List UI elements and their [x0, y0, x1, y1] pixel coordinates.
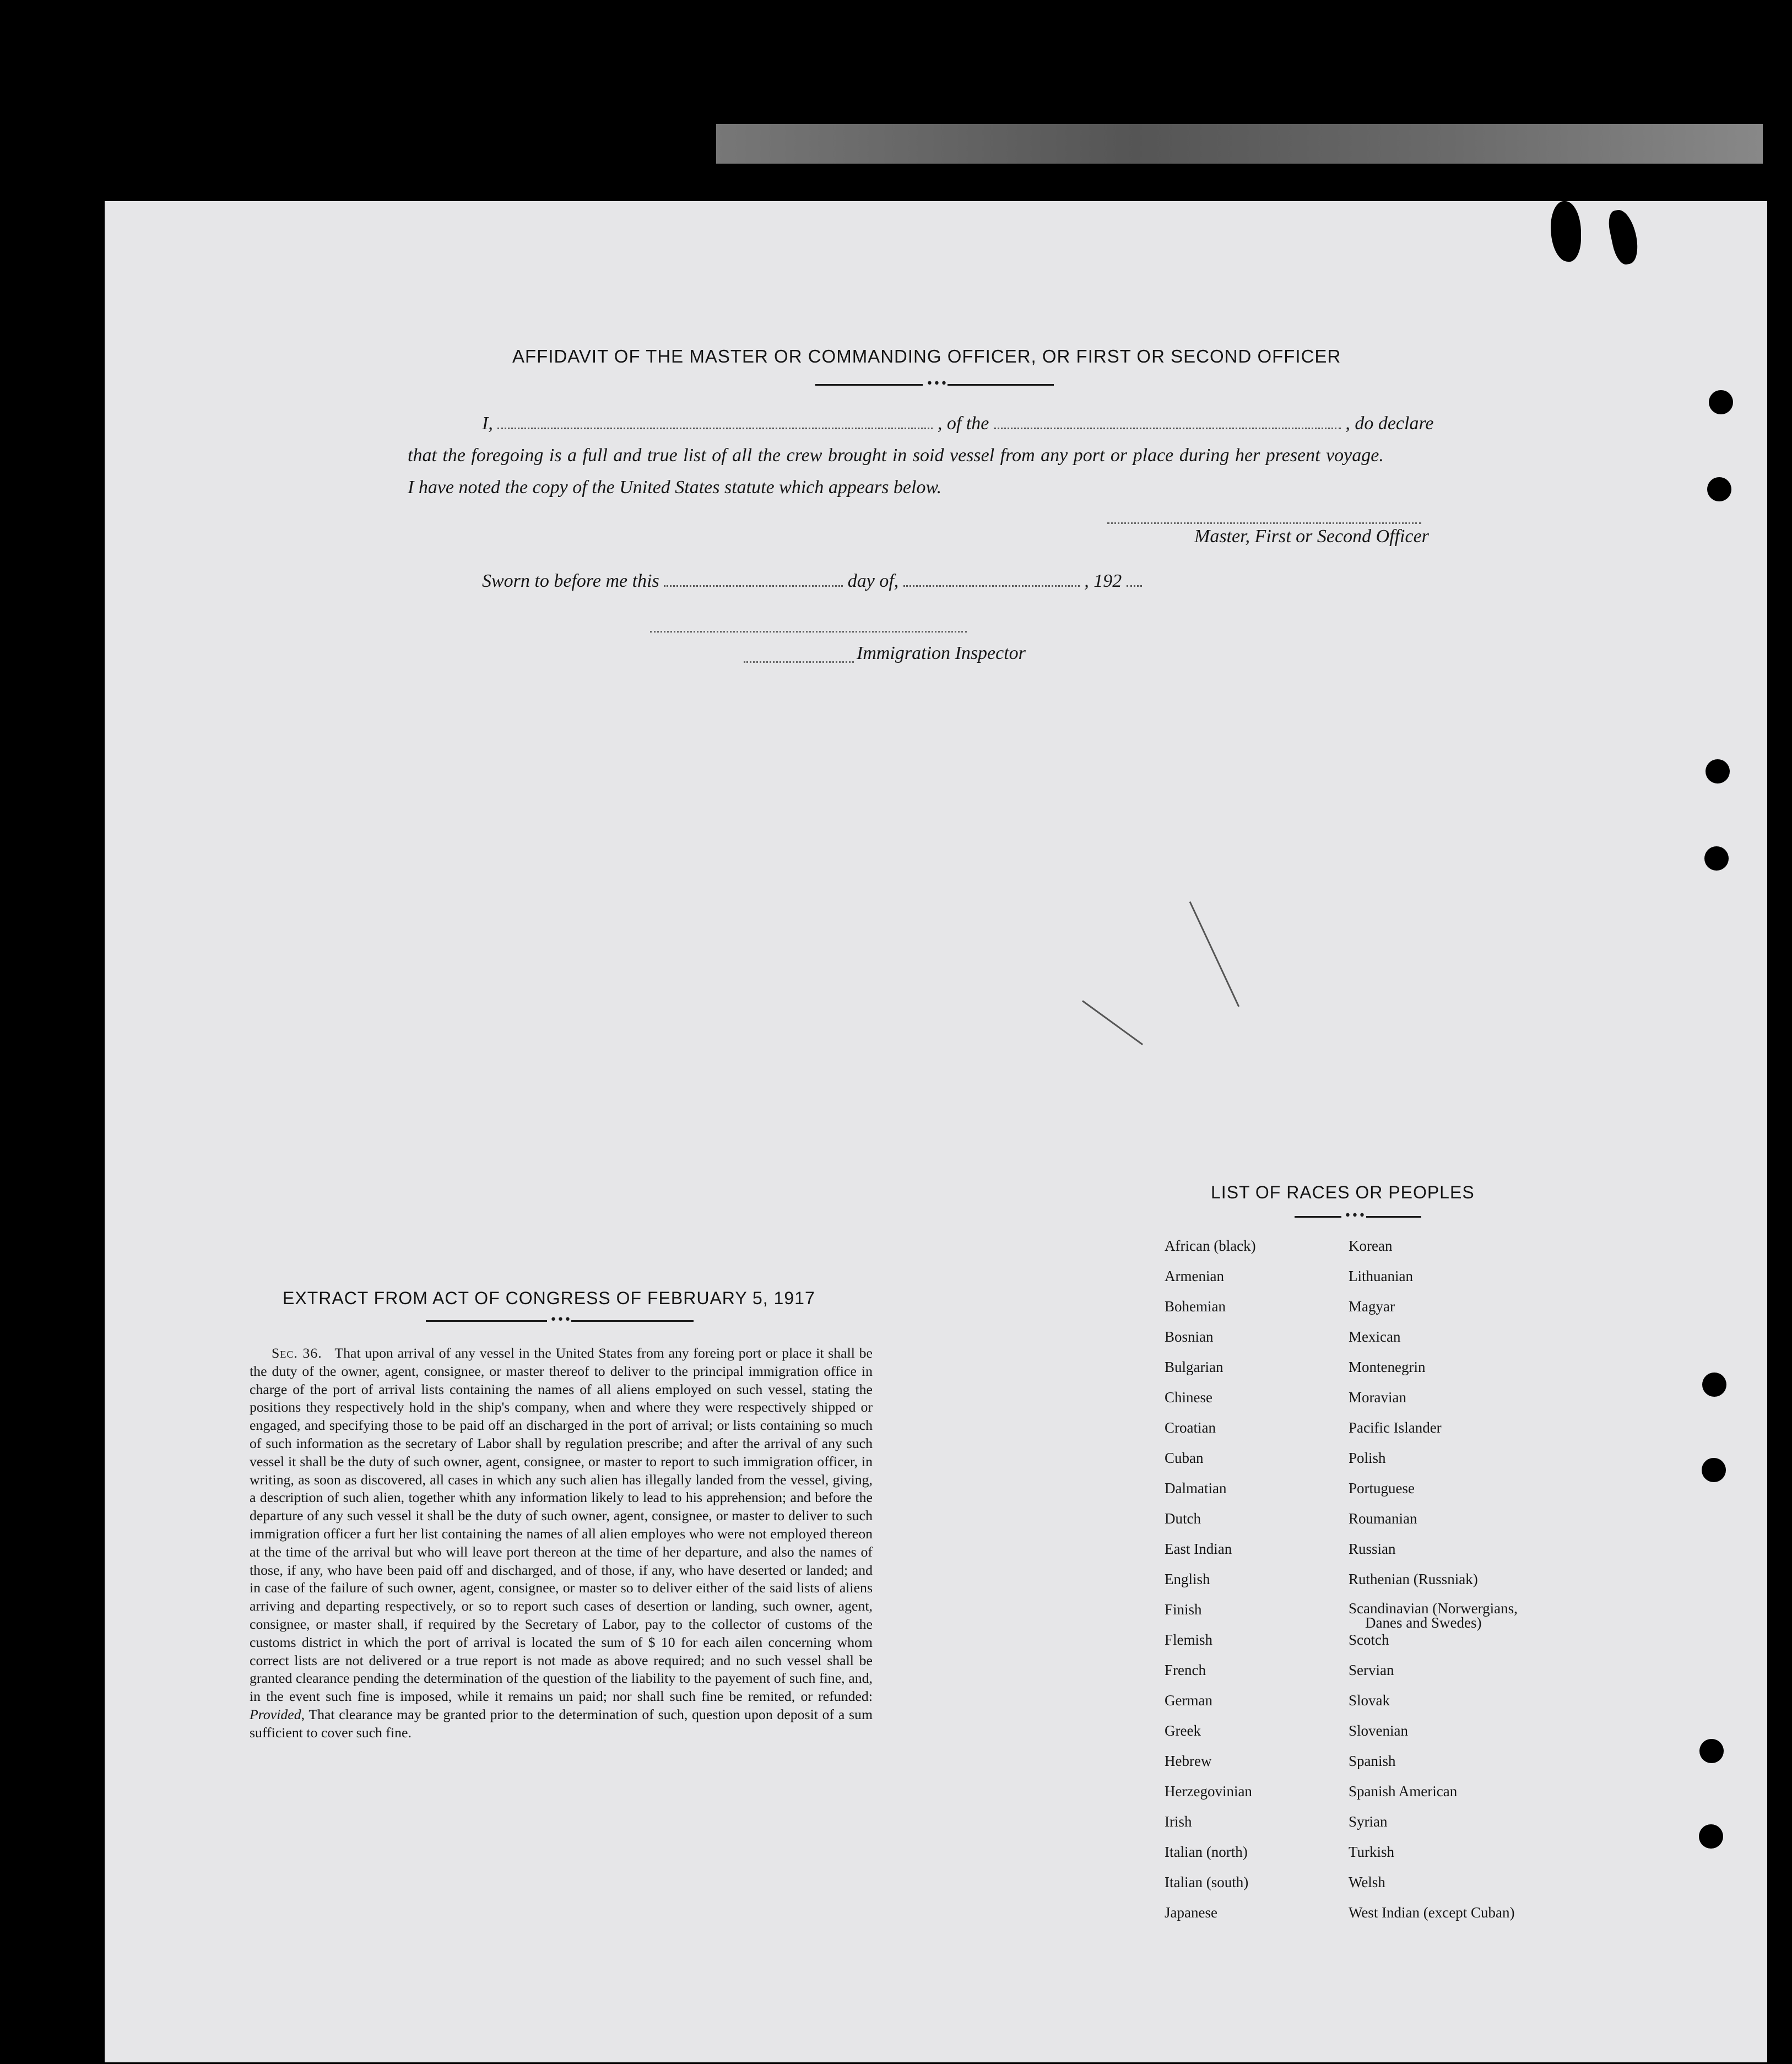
sworn-month-field[interactable]: [903, 574, 1080, 587]
affidavit-declare-label: , do declare: [1345, 413, 1434, 434]
list-item: Spanish: [1349, 1753, 1396, 1769]
races-left-column: [1165, 1238, 1256, 1935]
list-item: Russian: [1349, 1541, 1396, 1557]
inspector-signature-line[interactable]: [650, 631, 967, 633]
list-item-line: Scandinavian (Norwergians,: [1349, 1600, 1518, 1617]
extract-title-rule: [571, 1320, 694, 1322]
list-item: Syrian: [1349, 1813, 1388, 1830]
list-item: Mexican: [1349, 1328, 1401, 1345]
list-item: Lithuanian: [1349, 1268, 1413, 1284]
master-signature-label: Master, First or Second Officer: [1194, 526, 1429, 547]
provided-label: Provided,: [250, 1706, 305, 1722]
list-item: English: [1165, 1571, 1210, 1587]
list-item: African (black): [1165, 1238, 1256, 1254]
list-item: Turkish: [1349, 1844, 1395, 1860]
punch-hole: [1702, 1373, 1726, 1397]
list-item: Dutch: [1165, 1510, 1201, 1527]
list-item: Korean: [1349, 1238, 1393, 1254]
list-item: Welsh: [1349, 1874, 1385, 1890]
list-item: Slovak: [1349, 1692, 1390, 1709]
list-item: Bosnian: [1165, 1328, 1214, 1345]
punch-hole: [1704, 846, 1729, 871]
master-signature-line[interactable]: [1107, 522, 1421, 524]
master-name-field[interactable]: [497, 417, 933, 429]
punch-hole: [1707, 477, 1731, 501]
list-item: Japanese: [1165, 1904, 1217, 1921]
punch-hole: [1699, 1824, 1723, 1849]
section-label: Sec. 36.: [272, 1345, 322, 1361]
races-title-rule: [1366, 1216, 1421, 1218]
list-item: Servian: [1349, 1662, 1394, 1678]
list-item: Roumanian: [1349, 1510, 1417, 1527]
list-item: West Indian (except Cuban): [1349, 1904, 1515, 1921]
list-item: Slovenian: [1349, 1722, 1408, 1739]
list-item: Dalmatian: [1165, 1480, 1227, 1496]
sworn-line: [482, 571, 1142, 592]
extract-body-tail: That clearance may be granted prior to the determination of such, question upon deposit of a sum sufficient to cover such fine.: [250, 1706, 873, 1741]
affidavit-rule-dots: •••: [926, 377, 948, 391]
list-item: Chinese: [1165, 1389, 1212, 1406]
list-item: Greek: [1165, 1722, 1201, 1739]
list-item: Spanish American: [1349, 1783, 1458, 1800]
sworn-prefix: Sworn to before me this: [482, 571, 659, 591]
punch-hole: [1699, 1739, 1724, 1763]
list-item: Scotch: [1349, 1631, 1389, 1648]
list-item: East Indian: [1165, 1541, 1232, 1557]
list-item: Flemish: [1165, 1631, 1213, 1648]
list-item: Portuguese: [1349, 1480, 1415, 1496]
affidavit-title: AFFIDAVIT OF THE MASTER OR COMMANDING OFFICER, OR FIRST OR SECOND OFFICER: [512, 346, 1341, 366]
list-item: Herzegovinian: [1165, 1783, 1252, 1800]
races-title: LIST OF RACES OR PEOPLES: [1211, 1182, 1475, 1202]
list-item: Magyar: [1349, 1298, 1395, 1315]
list-item: Ruthenian (Russniak): [1349, 1571, 1478, 1587]
affidavit-title-rule: [815, 384, 923, 386]
list-item-line: Danes and Swedes): [1365, 1614, 1482, 1631]
punch-hole: [1706, 759, 1730, 784]
list-item: Croatian: [1165, 1419, 1216, 1436]
list-item: German: [1165, 1692, 1212, 1709]
affidavit-i-label: I,: [482, 413, 493, 434]
punch-hole: [1709, 390, 1733, 414]
list-item: Italian (north): [1165, 1844, 1248, 1860]
extract-rule-dots: •••: [550, 1313, 571, 1327]
extract-title-rule: [426, 1320, 547, 1322]
list-item: Hebrew: [1165, 1753, 1212, 1769]
list-item: Bulgarian: [1165, 1359, 1223, 1375]
races-right-column: [1349, 1238, 1518, 1935]
list-item: [1349, 1601, 1518, 1631]
extract-body-text: That upon arrival of any vessel in the United States from any foreing port or place it shall be the duty of the owner, agent, consignee, or master thereof to deliver to the principal immigration office in charge of the port of arrival lists containing the names of all aliens employed on such vessel, stating the positions they respectively hold in the ship's company, when and where they were respectively shipped or engaged, and specifying those to be paid off an discharged in the port of arrival; or lists containing so much of such information as the secretary of Labor shall by regulation prescribe; and after the arrival of any such vessel it shall be the duty of such owner, agent, consignee, or master to report to such immigration officer, in writing, as soon as discovered, all cases in which any such alien has illegally landed from the vessel, giving, a description of such alien, together whith any information likely to lead to his apprehension; and before the departure of any such vessel it shall be the duty of such owner, agent, consignee, or master to deliver to such immigration officer a furt her list containing the names of all alien employes who were not employed thereon at the time of the arrival but who will leave port thereon at the time of her departure, and also the names of those, if any, who have been paid off and discharged, and of those, if any, who have deserted or landed; and in case of the failure of such owner, agent, consignee, or master so to deliver either of the said lists of aliens arriving and departing respectively, or so to report such cases of desertion or landing, such owner, agent, consignee, or master shall, if required by the Secretary of Labor, pay to the collector of customs of the customs district in which the port of arrival is located the sum of $ 10 for each ailen concerning whom correct lists are not delivered or a true report is not made as above required; and no such vessel shall be granted clearance pending the determination of the question of the liability to the payement of such fine, and, in the event such fine is imposed, while it remains un paid; nor shall such fine be remited, or refunded:: [250, 1345, 873, 1705]
list-item: Irish: [1165, 1813, 1192, 1830]
affidavit-line-1: [482, 413, 1434, 434]
affidavit-title-rule: [948, 384, 1054, 386]
list-item: Polish: [1349, 1450, 1386, 1466]
list-item: Armenian: [1165, 1268, 1224, 1284]
top-film-strip: [716, 124, 1763, 164]
list-item: Finish: [1165, 1601, 1202, 1618]
sworn-year-label: , 192: [1084, 571, 1122, 591]
sworn-day-of-label: day of,: [847, 571, 899, 591]
affidavit-line-3: I have noted the copy of the United States statute which appears below.: [408, 477, 942, 498]
races-rule-dots: •••: [1344, 1209, 1366, 1223]
vessel-name-field[interactable]: [994, 417, 1341, 429]
list-item: Moravian: [1349, 1389, 1406, 1406]
inspector-signature-label: Immigration Inspector: [857, 643, 1026, 663]
list-item: Italian (south): [1165, 1874, 1249, 1890]
sworn-year-field[interactable]: [1127, 574, 1142, 587]
punch-hole: [1702, 1458, 1726, 1482]
races-title-rule: [1295, 1216, 1341, 1218]
affidavit-line-2: that the foregoing is a full and true list of all the crew brought in soid vessel from any port or place during her present voyage.: [408, 445, 1384, 466]
inspector-signature-line-short: [744, 661, 854, 663]
list-item: Cuban: [1165, 1450, 1204, 1466]
sworn-day-field[interactable]: [664, 574, 843, 587]
list-item: Pacific Islander: [1349, 1419, 1442, 1436]
list-item: Montenegrin: [1349, 1359, 1426, 1375]
list-item: Bohemian: [1165, 1298, 1226, 1315]
list-item: French: [1165, 1662, 1206, 1678]
extract-body: [250, 1344, 873, 1742]
extract-title: EXTRACT FROM ACT OF CONGRESS OF FEBRUARY 5, 1917: [283, 1288, 815, 1308]
affidavit-of-the-label: , of the: [937, 413, 989, 434]
